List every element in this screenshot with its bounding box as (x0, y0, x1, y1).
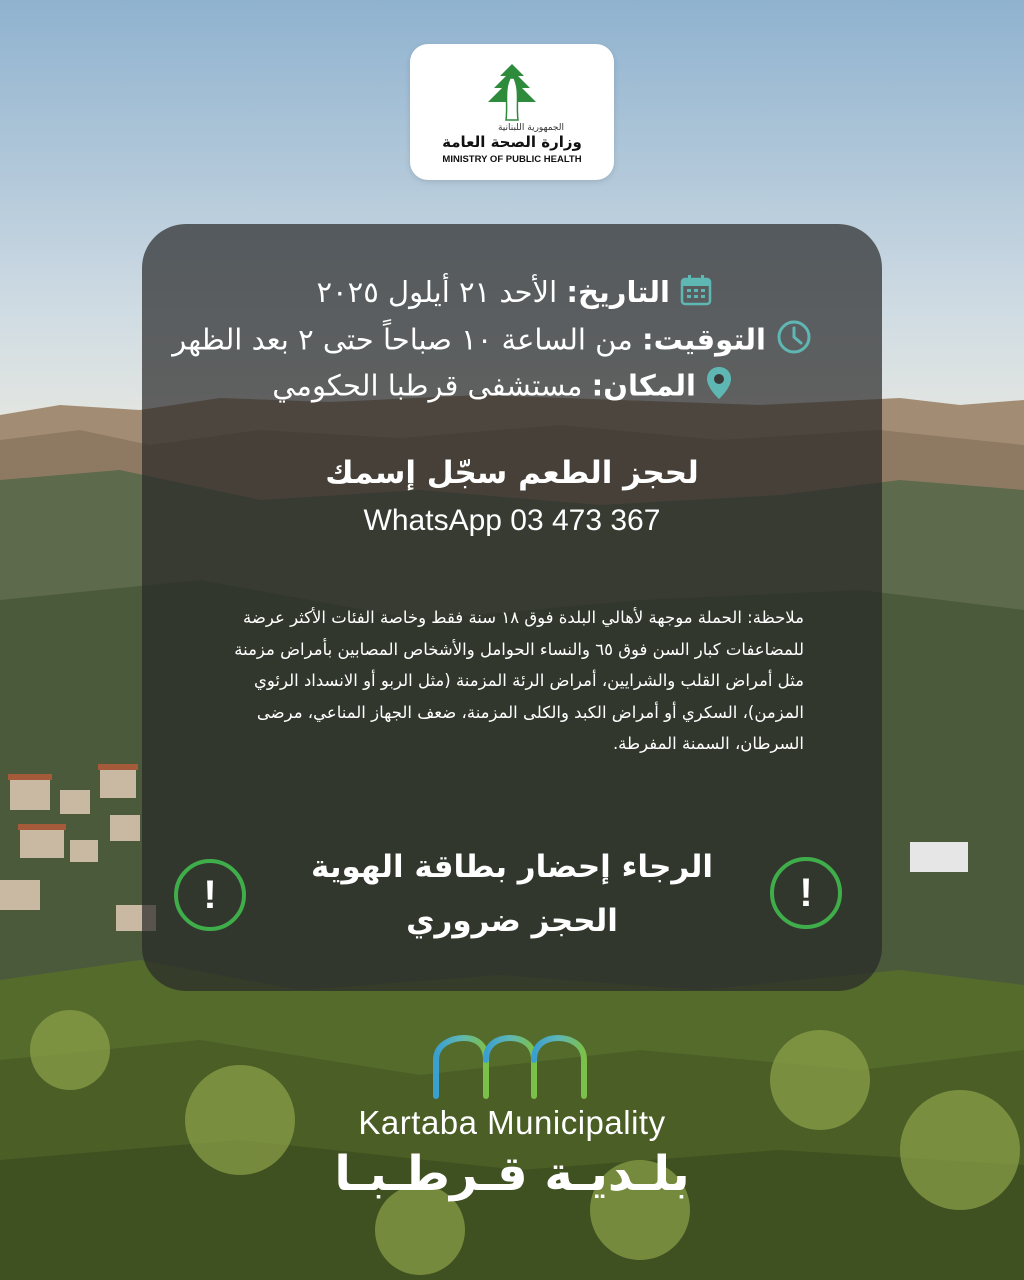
alert-icon-right: ! (770, 857, 842, 929)
bring-id-notice: الرجاء إحضار بطاقة الهوية (311, 849, 713, 885)
date-line (162, 273, 712, 315)
ministry-arabic-name: وزارة الصحة العامة (442, 133, 582, 151)
place-value: مستشفى قرطبا الحكومي (272, 368, 583, 403)
municipality-logo-icon (428, 1030, 596, 1100)
municipality-name-english: Kartaba Municipality (358, 1104, 666, 1141)
place-line (162, 366, 732, 409)
date-value: الأحد ٢١ أيلول ٢٠٢٥ (316, 275, 558, 309)
info-panel (142, 224, 882, 991)
whatsapp-number: WhatsApp 03 473 367 (363, 504, 661, 537)
cedar-logo-icon (482, 62, 542, 122)
booking-required-notice: الحجز ضروري (406, 903, 618, 939)
date-label: التاريخ: (566, 275, 670, 309)
time-line (162, 319, 812, 364)
municipality-name-arabic: بلـديـة قـرطـبـا (334, 1146, 690, 1202)
note-paragraph: ملاحظة: الحملة موجهة لأهالي البلدة فوق ١٨ سنة فقط وخاصة الفئات الأكثر عرضة للمضاعفات كبار السن فوق ٦٥ والنساء الحوامل والأشخاص المصابين بأمراض مزمنة مثل أمراض القلب والشرايين، أمراض الرئة المزمنة (مثل الربو أو الانسداد الرئوي المزمن)، السكري أو أمراض الكبد والكلى المزمنة، ضعف الجهاز المناعي، مرضى السرطان، السمنة المفرطة. (234, 608, 804, 753)
location-pin-icon (706, 366, 732, 409)
time-label: التوقيت: (642, 322, 766, 357)
ministry-arabic-top: الجمهورية اللبنانية (497, 123, 564, 133)
calendar-icon (680, 274, 712, 315)
registration-heading: لحجز الطعم سجّل إسمك (325, 455, 699, 491)
place-label: المكان: (591, 368, 696, 403)
ministry-english-name: MINISTRY OF PUBLIC HEALTH (442, 154, 582, 165)
alert-icon-left: ! (174, 859, 246, 931)
clock-icon (776, 319, 812, 364)
ministry-logo-card (410, 44, 614, 180)
time-value: من الساعة ١٠ صباحاً حتى ٢ بعد الظهر (172, 322, 633, 357)
